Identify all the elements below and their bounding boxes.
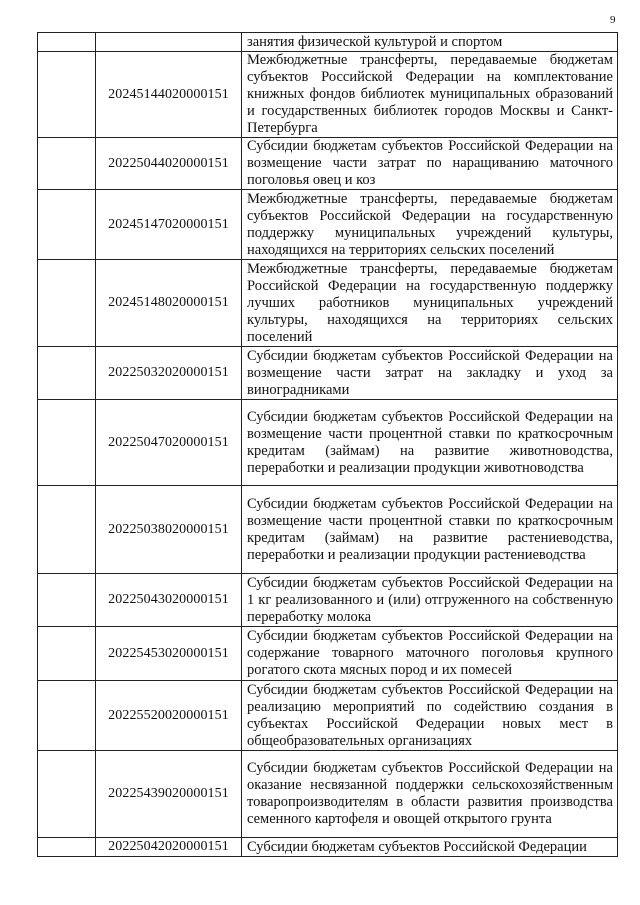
admin-code-cell [38, 190, 96, 260]
budget-description: Субсидии бюджетам субъектов Российской Федерации на возмещение части затрат по наращиванию маточного поголовья овец и коз [242, 138, 618, 190]
table-row [38, 33, 618, 52]
budget-description: Субсидии бюджетам субъектов Российской Федерации на оказание несвязанной поддержки сельскохозяйственным товаропроизводителям в области развития производства семенного картофеля и овощей открытого грунта [242, 751, 618, 838]
admin-code-cell [38, 400, 96, 486]
budget-description: Межбюджетные трансферты, передаваемые бюджетам субъектов Российской Федерации на государственную поддержку муниципальных учреждений культуры, находящихся на территориях сельских поселений [242, 190, 618, 260]
admin-code-cell [38, 627, 96, 681]
budget-codes-table [37, 32, 618, 857]
admin-code-cell [38, 260, 96, 347]
table-row [38, 751, 618, 838]
admin-code-cell [38, 138, 96, 190]
budget-code: 20225042020000151 [96, 838, 242, 857]
budget-code: 20225032020000151 [96, 347, 242, 400]
table-row [38, 260, 618, 347]
budget-code: 20225043020000151 [96, 574, 242, 627]
table-row [38, 486, 618, 574]
budget-code: 20225047020000151 [96, 400, 242, 486]
budget-code: 20225520020000151 [96, 681, 242, 751]
budget-code: 20225439020000151 [96, 751, 242, 838]
table-row [38, 681, 618, 751]
table-row [38, 190, 618, 260]
table-row [38, 347, 618, 400]
admin-code-cell [38, 838, 96, 857]
admin-code-cell [38, 751, 96, 838]
page-number: 9 [610, 14, 616, 26]
budget-code: 20225038020000151 [96, 486, 242, 574]
budget-description: Субсидии бюджетам субъектов Российской Федерации на возмещение части процентной ставки по краткосрочным кредитам (займам) на развитие растениеводства, переработки и реализации продукции растениеводства [242, 486, 618, 574]
admin-code-cell [38, 52, 96, 138]
budget-description: занятия физической культурой и спортом [242, 33, 618, 52]
budget-description: Субсидии бюджетам субъектов Российской Федерации на возмещение части затрат на закладку и уход за виноградниками [242, 347, 618, 400]
table-row [38, 400, 618, 486]
budget-code: 20225044020000151 [96, 138, 242, 190]
admin-code-cell [38, 486, 96, 574]
table-row [38, 838, 618, 857]
budget-description: Межбюджетные трансферты, передаваемые бюджетам Российской Федерации на государственную поддержку лучших работников муниципальных учреждений культуры, находящихся на территориях сельских поселений [242, 260, 618, 347]
table-row [38, 52, 618, 138]
table-row [38, 138, 618, 190]
admin-code-cell [38, 347, 96, 400]
admin-code-cell [38, 681, 96, 751]
budget-code [96, 33, 242, 52]
budget-description: Субсидии бюджетам субъектов Российской Федерации на возмещение части процентной ставки по краткосрочным кредитам (займам) на развитие животноводства, переработки и реализации продукции животноводства [242, 400, 618, 486]
budget-code: 20245147020000151 [96, 190, 242, 260]
budget-code: 20245148020000151 [96, 260, 242, 347]
budget-description: Межбюджетные трансферты, передаваемые бюджетам субъектов Российской Федерации на комплектование книжных фондов библиотек муниципальных образований и государственных библиотек городов Москвы и Санкт-Петербурга [242, 52, 618, 138]
table-row [38, 627, 618, 681]
admin-code-cell [38, 33, 96, 52]
budget-code: 20225453020000151 [96, 627, 242, 681]
budget-code: 20245144020000151 [96, 52, 242, 138]
admin-code-cell [38, 574, 96, 627]
budget-description: Субсидии бюджетам субъектов Российской Федерации на 1 кг реализованного и (или) отгруженного на собственную переработку молока [242, 574, 618, 627]
budget-description: Субсидии бюджетам субъектов Российской Федерации на содержание товарного маточного поголовья крупного рогатого скота мясных пород и их помесей [242, 627, 618, 681]
budget-description: Субсидии бюджетам субъектов Российской Федерации на реализацию мероприятий по содействию создания в субъектах Российской Федерации новых мест в общеобразовательных организациях [242, 681, 618, 751]
table-row [38, 574, 618, 627]
budget-description: Субсидии бюджетам субъектов Российской Федерации [242, 838, 618, 857]
